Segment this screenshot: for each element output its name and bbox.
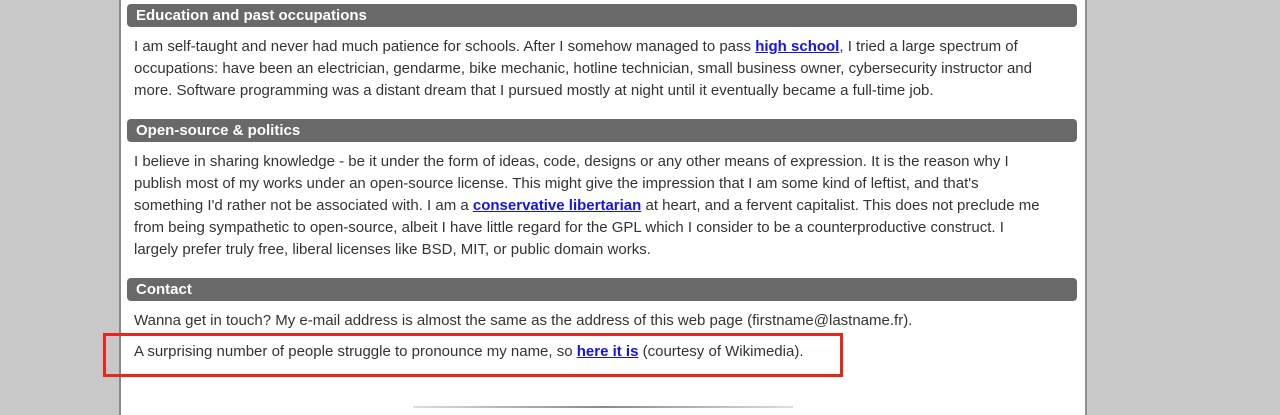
paragraph [134, 36, 1072, 102]
content-section [121, 278, 1085, 363]
text-run: occupations: have been an electrician, gendarme, bike mechanic, hotline technician, small business owner, cybersecurity instructor and [134, 60, 1032, 77]
text-line [134, 217, 1072, 239]
section-body [121, 36, 1085, 102]
high-school-link[interactable]: high school [755, 38, 840, 55]
separator-rule [413, 406, 793, 408]
section-header-bar: Contact [127, 278, 1077, 301]
text-line [134, 341, 1072, 363]
content-section [121, 4, 1085, 102]
text-line [134, 80, 1072, 102]
text-run: publish most of my works under an open-source license. This might give the impression that I am some kind of leftist, and that's [134, 175, 979, 192]
text-line [134, 195, 1072, 217]
text-line [134, 310, 1072, 332]
paragraph [134, 151, 1072, 261]
content-page [119, 0, 1087, 415]
text-run: Wanna get in touch? My e-mail address is almost the same as the address of this web page (firstname@lastname.fr). [134, 312, 913, 329]
text-line [134, 36, 1072, 58]
text-line [134, 173, 1072, 195]
text-run: more. Software programming was a distant dream that I pursued mostly at night until it eventually became a full-time job. [134, 82, 934, 99]
paragraph [134, 310, 1072, 332]
text-run: something I'd rather not be associated with. I am a [134, 197, 473, 214]
content-section [121, 119, 1085, 261]
conservative-libertarian-link[interactable]: conservative libertarian [472, 197, 642, 214]
text-run: , I tried a large spectrum of [839, 38, 1018, 55]
section-body [121, 151, 1085, 261]
text-run: largely prefer truly free, liberal licenses like BSD, MIT, or public domain works. [134, 241, 651, 258]
text-line [134, 239, 1072, 261]
text-run: I believe in sharing knowledge - be it under the form of ideas, code, designs or any other means of expression. It is the reason why I [134, 153, 1009, 170]
text-run: I am self-taught and never had much patience for schools. After I somehow managed to pass [134, 38, 756, 55]
sections-container [121, 4, 1085, 363]
section-header-bar: Open-source & politics [127, 119, 1077, 142]
text-run: at heart, and a fervent capitalist. This does not preclude me [641, 197, 1040, 214]
text-run: (courtesy of Wikimedia). [638, 343, 804, 360]
section-body [121, 310, 1085, 363]
text-line [134, 151, 1072, 173]
here-it-is-link[interactable]: here it is [576, 343, 639, 360]
text-run: A surprising number of people struggle to pronounce my name, so [134, 343, 577, 360]
section-header-bar: Education and past occupations [127, 4, 1077, 27]
paragraph-highlighted [134, 341, 1072, 363]
text-run: from being sympathetic to open-source, albeit I have little regard for the GPL which I consider to be a counterproductive construct. I [134, 219, 1004, 236]
text-line [134, 58, 1072, 80]
